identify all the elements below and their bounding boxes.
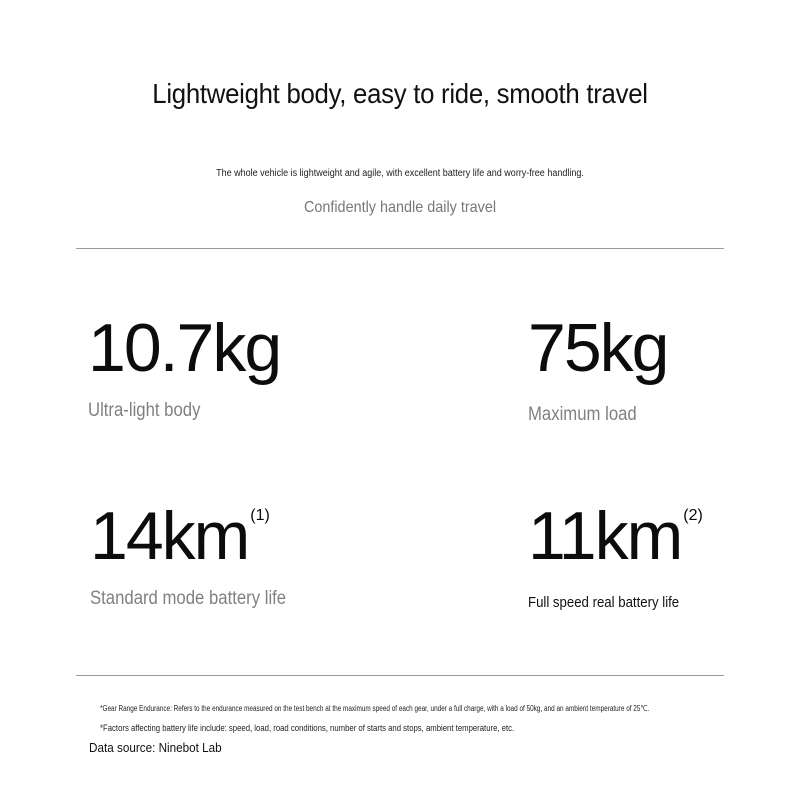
stat-max-load xyxy=(528,310,668,426)
stat-value: 14km $^{(1)}$ xyxy=(90,498,270,574)
stat-label: Maximum load xyxy=(528,404,637,425)
stat-value: 11km $^{(2)}$ xyxy=(528,498,703,574)
page-title: Lightweight body, easy to ride, smooth travel xyxy=(152,78,648,109)
data-source: Data source: Ninebot Lab xyxy=(89,740,222,755)
bottom-divider xyxy=(76,675,724,676)
page-tagline: Confidently handle daily travel xyxy=(303,199,497,216)
stat-value: 75kg xyxy=(528,310,668,386)
footnote-marker: (2) xyxy=(683,507,703,524)
footnote-marker: (1) xyxy=(250,507,270,524)
stat-label: Full speed real battery life xyxy=(528,594,680,611)
stat-label: Standard mode battery life xyxy=(90,588,287,609)
footnote-1: *Gear Range Endurance: Refers to the endurance measured on the test bench at the maximum speed of each gear, under a full charge, with a load of 50kg, and an ambient temperature of 25℃. xyxy=(100,704,650,713)
top-divider xyxy=(76,248,724,249)
stat-weight xyxy=(88,310,281,422)
stat-standard-range xyxy=(90,498,313,610)
stat-label: Ultra-light body xyxy=(88,400,201,421)
page-subtitle: The whole vehicle is lightweight and agile, with excellent battery life and worry-free handling. xyxy=(216,168,584,179)
footnote-2: *Factors affecting battery life include: speed, load, road conditions, number of starts and stops, ambient temperature, etc. xyxy=(100,723,515,733)
stat-full-speed-range xyxy=(528,498,703,611)
stat-value: 10.7kg xyxy=(88,310,281,386)
